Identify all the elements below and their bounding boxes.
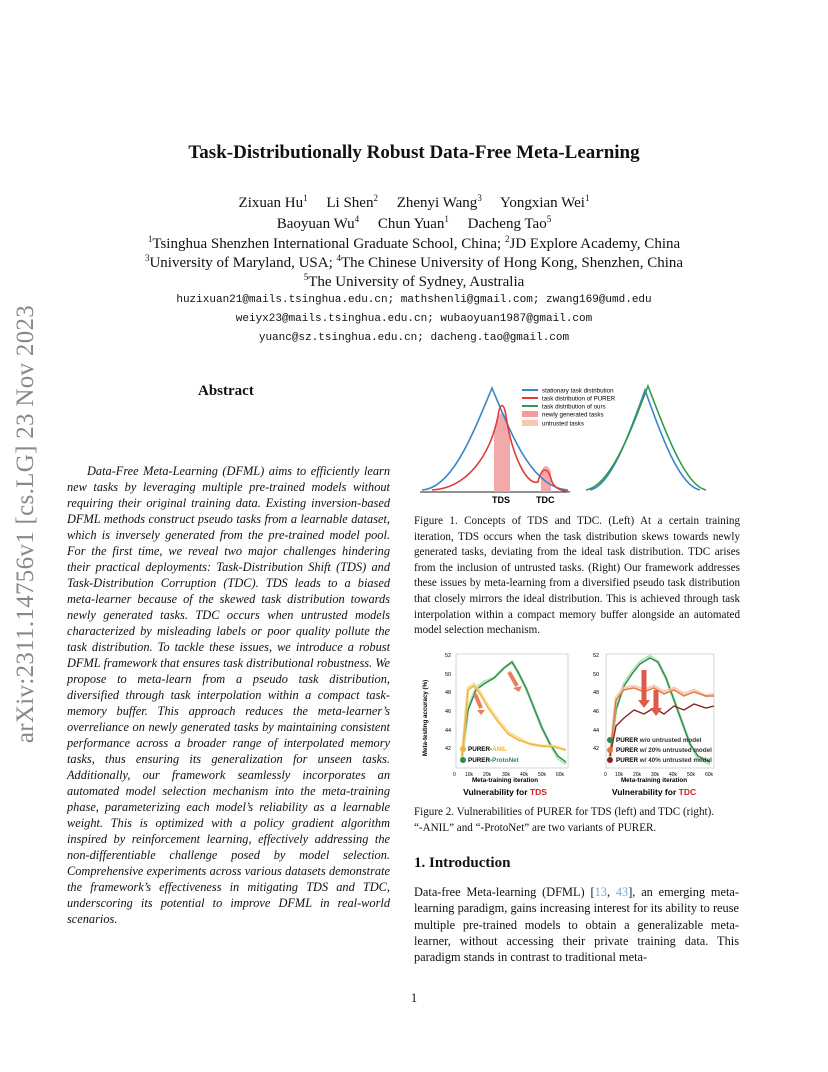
- y-tick: 48: [593, 690, 600, 696]
- y-axis-label: Meta-testing accuracy (%): [422, 679, 429, 757]
- legend-dot: [607, 737, 613, 743]
- x-axis-label: Meta-training iteration: [620, 777, 688, 784]
- arxiv-id: arXiv:2311.14756v1 [cs.LG] 23 Nov 2023: [12, 304, 39, 744]
- author: Li Shen$^2$: [326, 193, 378, 211]
- x-tick: 0: [604, 772, 607, 778]
- y-tick: 44: [445, 728, 452, 734]
- legend-label: task distribution of ours: [542, 403, 606, 411]
- abstract-body: [67, 463, 390, 927]
- trend-arrow: [475, 694, 481, 708]
- legend-label: PURER w/ 40% untrusted model: [616, 757, 712, 764]
- legend-label: PURER-ANIL: [468, 746, 507, 753]
- figure-1: [412, 376, 744, 508]
- legend-swatch: [522, 411, 538, 417]
- paper-title: Task-Distributionally Robust Data-Free Meta-Learning: [188, 142, 640, 163]
- y-tick: 50: [593, 672, 600, 678]
- x-tick: 30k: [651, 772, 660, 778]
- author: Baoyuan Wu$^4$: [276, 214, 360, 232]
- author: Zhenyi Wang$^3$: [396, 193, 482, 211]
- y-tick: 46: [445, 709, 452, 715]
- legend-label: PURER-ProtoNet: [468, 757, 519, 764]
- affiliation-line-1: $^1$Tsinghua Shenzhen International Graduate School, China; $^2$JD Explore Academy, China: [147, 234, 681, 252]
- y-tick: 52: [445, 653, 452, 659]
- trend-arrow-head: [638, 700, 650, 708]
- y-tick: 46: [593, 709, 600, 715]
- x-tick: 60k: [705, 772, 714, 778]
- x-axis-label: Meta-training iteration: [471, 777, 539, 784]
- x-tick: 0: [453, 772, 456, 778]
- y-tick: 52: [593, 653, 600, 659]
- x-tick: 30k: [502, 772, 511, 778]
- series-20pct: [610, 688, 714, 756]
- arxiv-stamp: [8, 286, 44, 762]
- affiliation-line-3: $^5$The University of Sydney, Australia: [303, 272, 525, 290]
- trend-arrow: [509, 672, 517, 686]
- author: Dacheng Tao$^5$: [467, 214, 552, 232]
- figure-1-caption: Figure 1. Concepts of TDS and TDC. (Left) At a certain training iteration, TDS occurs when the task distribution skews towards newly generated tasks, deviating from the ideal task distribution. TDC arises from the inclusion of untrusted tasks. (Right) Our framework addresses these issues by meta-learning from a diversified pseudo task distribution that closely mirrors the ideal distribution. This is achieved through task interpolation within a compact memory buffer alongside an automated model selection mechanism.: [414, 515, 740, 637]
- y-tick: 50: [445, 672, 452, 678]
- legend-dot: [607, 757, 613, 763]
- trend-arrow-head: [477, 710, 485, 715]
- x-tick: 50k: [687, 772, 696, 778]
- x-tick: 10k: [465, 772, 474, 778]
- x-tick: 20k: [483, 772, 492, 778]
- tdc-label: TDC: [536, 495, 555, 505]
- panel-title: Vulnerability for TDC: [611, 787, 697, 797]
- panel-title: Vulnerability for TDS: [463, 787, 547, 797]
- email-line: huzixuan21@mails.tsinghua.edu.cn; mathshenli@gmail.com; zwang169@umd.edu: [176, 294, 652, 306]
- legend-dot: [460, 746, 466, 752]
- x-tick: 60k: [556, 772, 565, 778]
- x-tick: 50k: [538, 772, 547, 778]
- page-number: 1: [410, 991, 418, 1005]
- section-heading: 1. Introduction: [414, 855, 511, 871]
- citation-link[interactable]: 43: [615, 885, 629, 899]
- authors-line-2: [0, 214, 828, 233]
- tds-label: TDS: [492, 495, 510, 505]
- legend-label: PURER w/o untrusted model: [616, 737, 702, 744]
- y-tick: 44: [593, 728, 600, 734]
- legend-label: stationary task distribution: [542, 387, 614, 395]
- x-tick: 20k: [633, 772, 642, 778]
- left-panel: [445, 653, 568, 797]
- citation-link[interactable]: 13: [594, 885, 607, 899]
- trend-arrow-head: [513, 686, 522, 692]
- x-tick: 40k: [520, 772, 529, 778]
- figure-2-caption: Figure 2. Vulnerabilities of PURER for TDS (left) and TDC (right). “-ANIL” and “-ProtoNet” are two variants of PURER.: [414, 806, 715, 834]
- y-tick: 42: [593, 746, 600, 752]
- legend-dot: [607, 747, 613, 753]
- series-band: [610, 686, 714, 756]
- legend-label: untrusted tasks: [542, 420, 584, 428]
- legend-label: task distribution of PURER: [542, 395, 616, 403]
- abstract-heading: Abstract: [198, 383, 254, 399]
- figure-2: [418, 648, 744, 800]
- author: Chun Yuan$^1$: [377, 214, 449, 232]
- y-tick: 42: [445, 746, 452, 752]
- x-tick: 10k: [615, 772, 624, 778]
- legend-swatch: [522, 420, 538, 426]
- authors-line-1: [0, 193, 828, 212]
- abstract-paragraph: Data-Free Meta-Learning (DFML) aims to efficiently learn new tasks by leveraging multiple pre-trained models without requiring their original training data. Existing inversion-based DFML methods construct pseudo tasks from a learnable dataset, which is inversely generated from the pre-trained model pool. For the first time, we reveal two major challenges hindering their practical deployments: Task-Distribution Shift (TDS) and Task-Distribution Corruption (TDC). TDS leads to a biased meta-learner because of the skewed task distribution towards newly generated tasks. TDC occurs when untrusted models characterized by misleading labels or poor quality pollute the task distribution. To tackle these issues, we introduce a robust DFML framework that ensures task distributional robustness. We propose to meta-learn from a pseudo task distribution, diversified through task interpolation within a compact task-memory buffer. This approach reduces the meta-learner’s overreliance on newly generated tasks by maintaining consistent performance across a broader range of interpolated memory tasks, thus ensuring its generalization for unseen tasks. Additionally, our framework seamlessly incorporates an automated model selection mechanism into the meta-training phase, parameterizing each model’s reliability as a learnable weight. This is optimized with a policy gradient algorithm inspired by reinforcement learning, effectively addressing the non-differentiable challenge posed by model selection. Comprehensive experiments across various datasets demonstrate the framework’s effectiveness in mitigating TDS and TDC, underscoring its potential to improve DFML in real-world scenarios.: [67, 464, 390, 926]
- figure-1-legend: [522, 388, 616, 428]
- y-tick: 48: [445, 690, 452, 696]
- affiliation-line-2: $^3$University of Maryland, USA; $^4$The Chinese University of Hong Kong, Shenzhen, China: [144, 253, 684, 271]
- legend-label: newly generated tasks: [542, 411, 604, 419]
- legend-dot: [460, 757, 466, 763]
- author: Zixuan Hu$^1$: [238, 193, 308, 211]
- introduction-body: [414, 884, 739, 965]
- author: Yongxian Wei$^1$: [500, 193, 590, 211]
- legend-label: PURER w/ 20% untrusted model: [616, 747, 712, 754]
- email-line: weiyx23@mails.tsinghua.edu.cn; wubaoyuan1987@gmail.com: [235, 313, 593, 325]
- x-tick: 40k: [669, 772, 678, 778]
- email-line: yuanc@sz.tsinghua.edu.cn; dacheng.tao@gmail.com: [258, 332, 570, 344]
- intro-paragraph: Data-free Meta-learning (DFML) [13, 43], an emerging meta-learning paradigm, gains increasing interest for its ability to reuse multiple pre-trained models to obtain a generalizable meta-learner, without accessing their private training data. This paradigm stands in contrast to traditional meta-: [414, 885, 739, 965]
- right-panel: [593, 653, 714, 797]
